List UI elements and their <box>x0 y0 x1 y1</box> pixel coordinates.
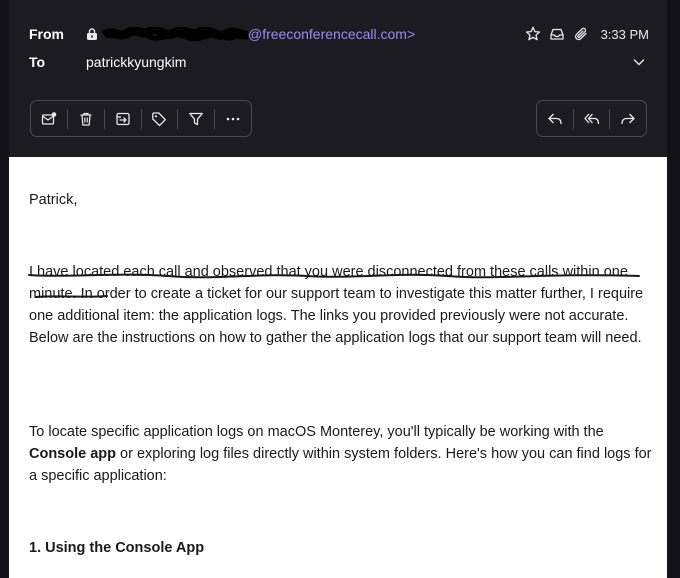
sender-address[interactable] <box>86 24 415 44</box>
more-actions-button[interactable] <box>215 101 251 136</box>
message-action-toolbar <box>30 100 252 137</box>
para2-start: To locate specific application logs on macOS Monterey, you'll typically be working with the <box>29 424 604 440</box>
delete-button[interactable] <box>68 101 104 136</box>
to-row <box>29 52 649 72</box>
mark-unread-button[interactable] <box>31 101 67 136</box>
section-heading: 1. Using the Console App <box>29 540 205 556</box>
paragraph-logs-request: I have located each call and observed that you were disconnected from these calls within one minute. In order to create a ticket for our support team to investigate this matter further, I require one additional item: the application logs. The links you provided previously were not accurate. Below are the instructions on how to gather the application logs that our support team will need. <box>29 264 644 346</box>
forward-icon <box>620 111 636 127</box>
recipient-name[interactable]: patrickkyungkim <box>86 54 187 70</box>
reply-button[interactable] <box>537 101 573 136</box>
move-button[interactable] <box>105 101 141 136</box>
label-button[interactable] <box>141 101 177 136</box>
trash-icon <box>78 111 94 127</box>
reply-toolbar <box>536 100 647 137</box>
lock-icon <box>86 28 98 40</box>
chevron-down-icon[interactable] <box>631 54 647 70</box>
star-icon[interactable] <box>525 26 541 42</box>
redacted-sender-name <box>102 27 248 41</box>
filter-button[interactable] <box>178 101 214 136</box>
message-time: 3:33 PM <box>600 26 649 42</box>
greeting: Patrick, <box>29 192 78 208</box>
mark-unread-icon <box>41 111 57 127</box>
archive-inbox-icon[interactable] <box>549 26 565 42</box>
para2-end: or exploring log files directly within system folders. Here's how you can find logs for a specific application: <box>29 446 652 484</box>
tag-icon <box>151 111 167 127</box>
paragraph-console-intro <box>29 421 653 487</box>
left-rail <box>0 0 9 578</box>
attachment-icon[interactable] <box>573 26 589 42</box>
more-icon <box>225 111 241 127</box>
reply-all-button[interactable] <box>574 101 610 136</box>
message-header <box>9 0 667 157</box>
from-label: From <box>29 26 64 42</box>
from-row <box>29 24 649 44</box>
reply-all-icon <box>584 111 600 127</box>
sender-email-domain: @freeconferencecall.com> <box>248 26 416 42</box>
reply-icon <box>547 111 563 127</box>
console-app-bold: Console app <box>29 446 117 462</box>
move-to-folder-icon <box>115 111 131 127</box>
message-body <box>9 157 667 578</box>
right-rail <box>667 0 680 578</box>
forward-button[interactable] <box>610 101 646 136</box>
to-label: To <box>29 54 46 70</box>
header-meta <box>525 24 649 44</box>
filter-icon <box>188 111 204 127</box>
